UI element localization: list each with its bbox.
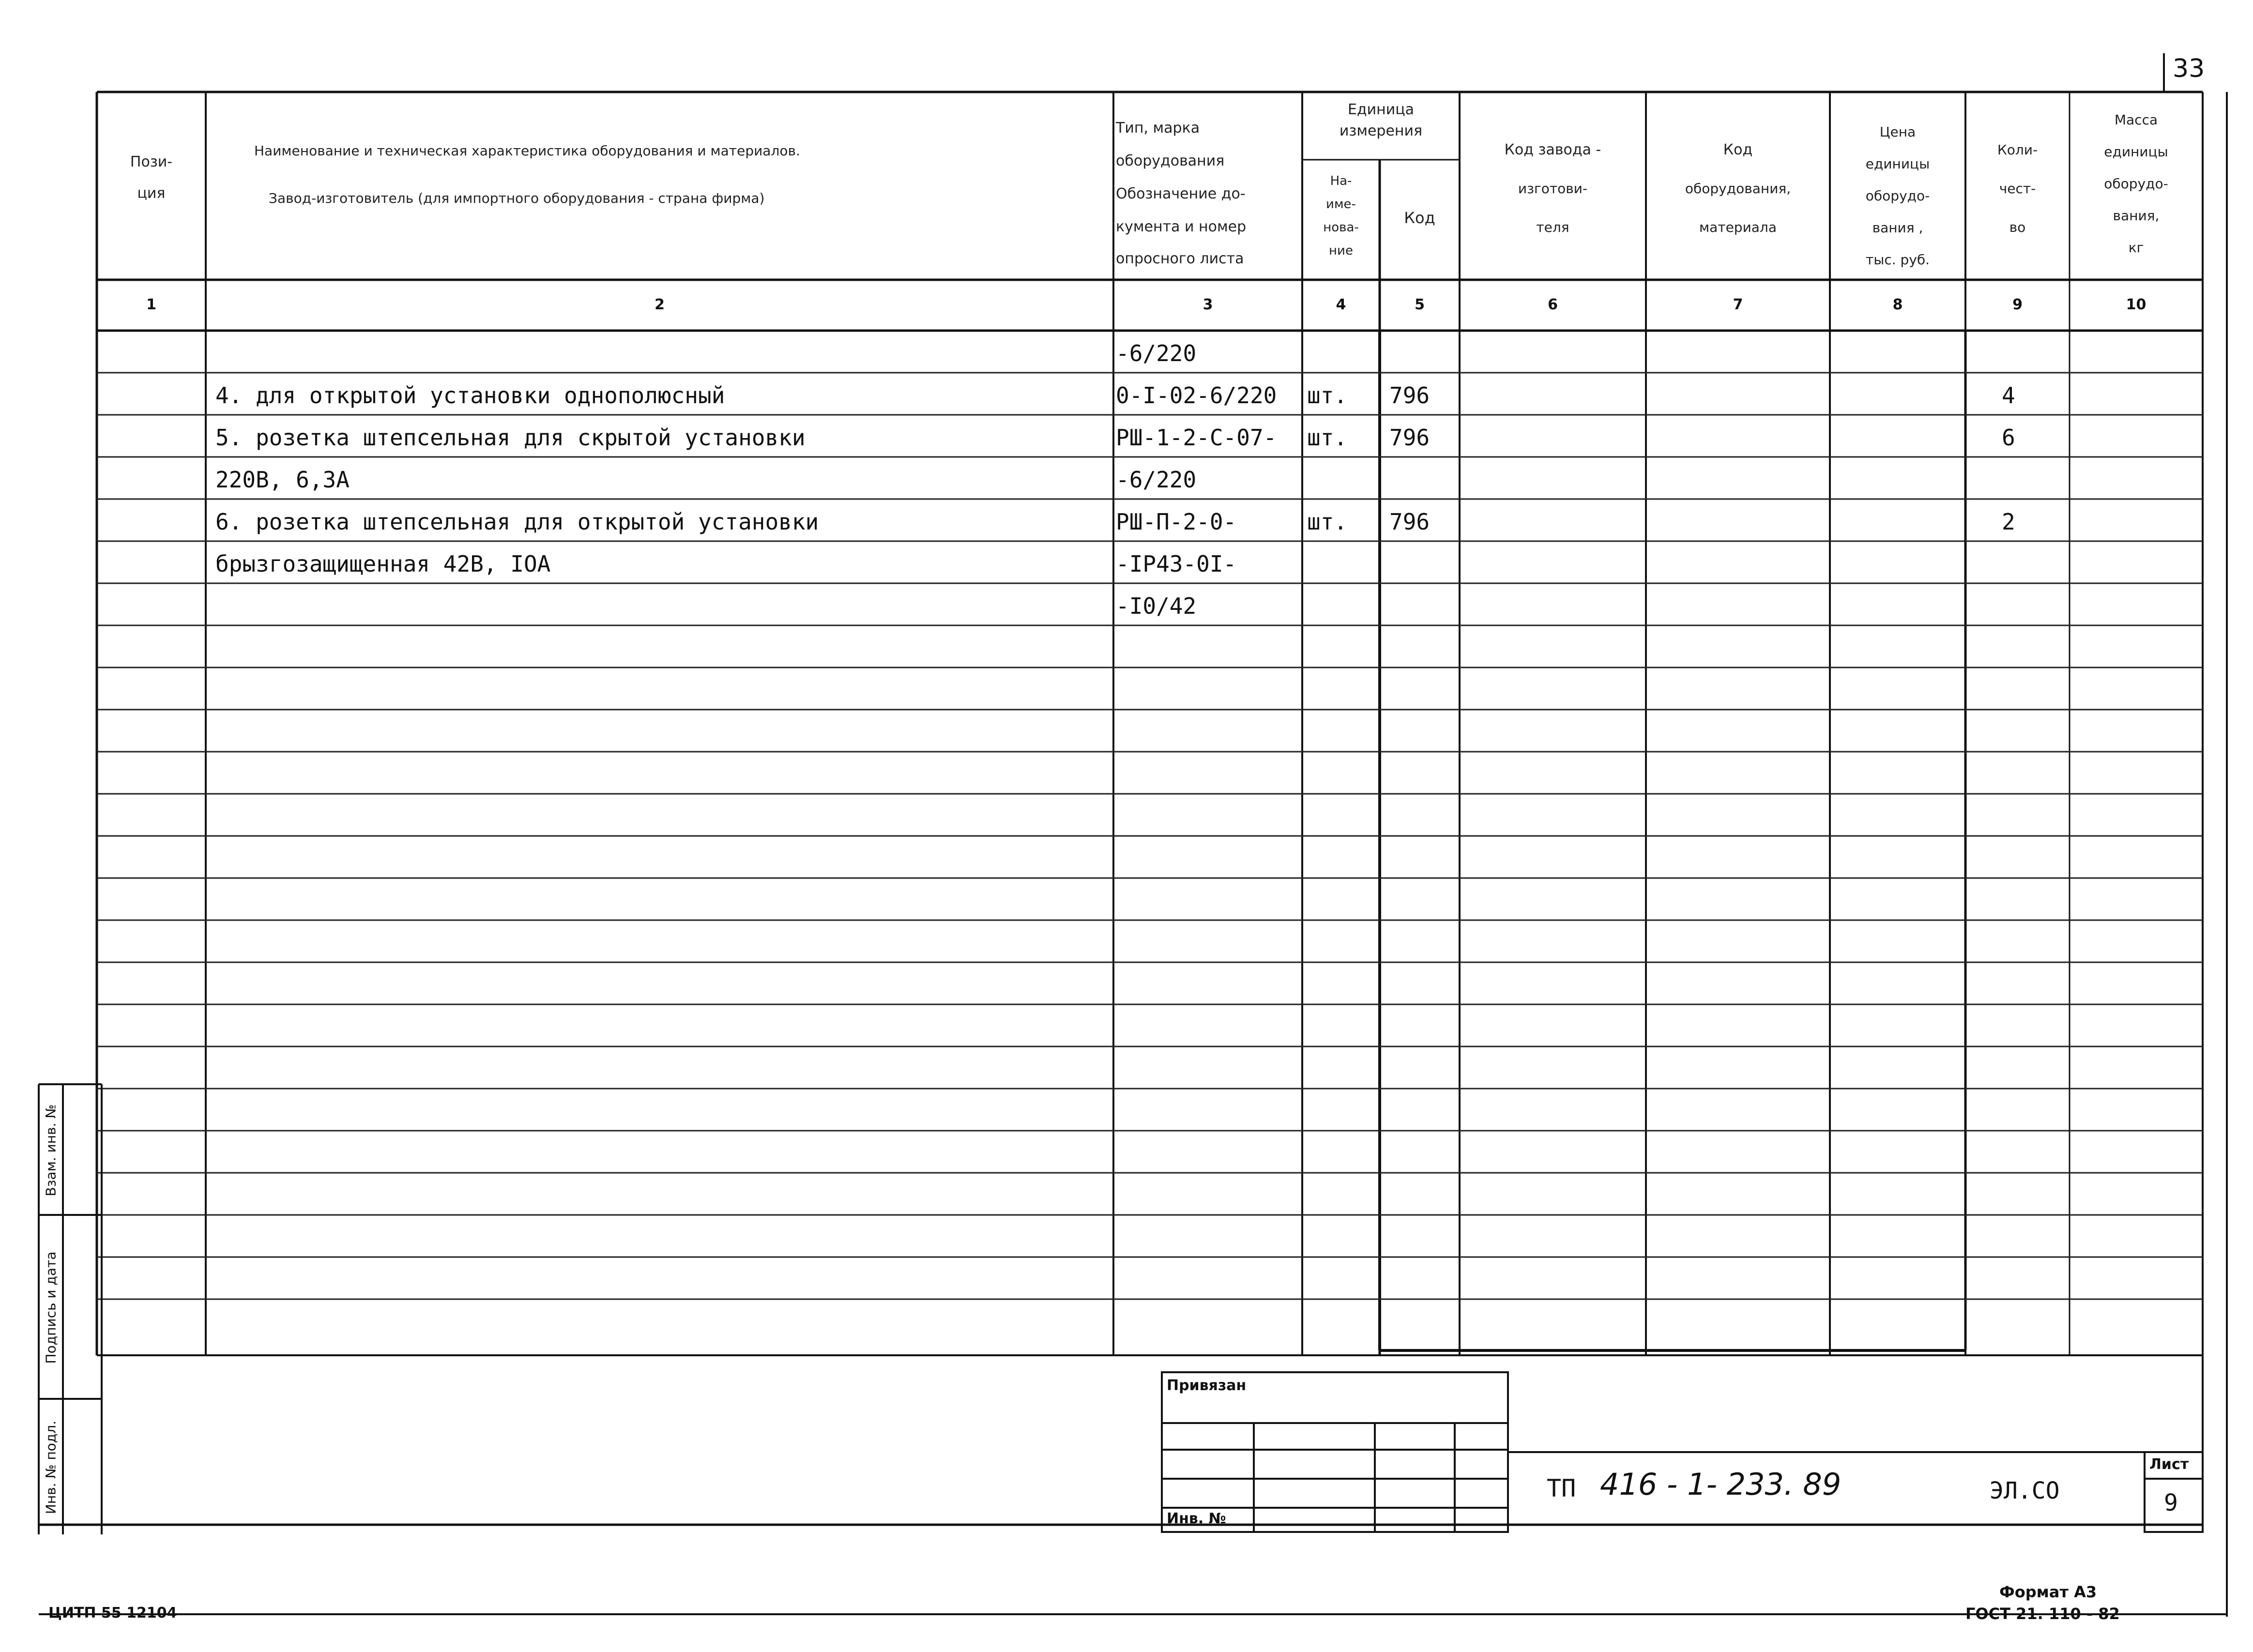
header-col1: Пози- ция (130, 153, 173, 202)
cell-type: -IP43-0I- (1116, 551, 1237, 577)
colnum-1: 1 (146, 296, 156, 313)
colnum-10: 10 (2126, 296, 2146, 313)
colnum-9: 9 (2012, 296, 2023, 313)
header-col10: Масса единицы оборудо- вания, кг (2104, 112, 2168, 256)
doc-suffix: ЭЛ.СО (1990, 1477, 2060, 1504)
cell-unit: шт. (1307, 382, 1348, 409)
page-number: 33 (2173, 54, 2205, 83)
cell-type: -6/220 (1116, 467, 1197, 493)
colnum-7: 7 (1733, 296, 1743, 313)
cell-type: РШ-1-2-С-07- (1116, 424, 1277, 451)
colnum-2: 2 (655, 296, 665, 313)
header-col5: Код (1404, 209, 1435, 227)
colnum-4: 4 (1336, 296, 1346, 313)
header-col2-line2: Завод-изготовитель (для импортного оборудования - страна фирма) (269, 190, 765, 206)
stamp-vzam-inv: Взам. инв. № (43, 1104, 59, 1197)
header-col2-line1: Наименование и техническая характеристика оборудования и материалов. (254, 143, 800, 159)
cell-quantity: 4 (2002, 382, 2015, 409)
colnum-6: 6 (1548, 296, 1558, 313)
header-unit-group: Единица измерения (1339, 101, 1423, 139)
footer-format: Формат А3 (1999, 1583, 2097, 1601)
doc-code: ТП (1547, 1474, 1576, 1502)
stamp-inv-podl: Инв. № подл. (43, 1420, 59, 1515)
cell-quantity: 6 (2002, 424, 2015, 451)
footer-gost: ГОСТ 21. 110 - 82 (1965, 1605, 2120, 1623)
cell-type: -I0/42 (1116, 593, 1197, 619)
header-col9: Коли- чест- во (1997, 142, 2038, 235)
cell-unit: шт. (1307, 509, 1348, 535)
cell-code: 796 (1389, 509, 1430, 535)
cell-name: 4. для открытой установки однополюсный (215, 382, 725, 409)
inv-no-label: Инв. № (1167, 1510, 1226, 1527)
header-col7: Код оборудования, материала (1685, 141, 1791, 235)
footer-tsitp: ЦИТП 55 12104 (48, 1605, 177, 1622)
cell-code: 796 (1389, 424, 1430, 451)
sheet-number: 9 (2164, 1489, 2178, 1516)
header-col6: Код завода - изготови- теля (1504, 141, 1601, 235)
header-col3: Тип, марка оборудования Обозначение до- кумента и номер опросного листа (1116, 120, 1247, 267)
cell-name: 6. розетка штепсельная для открытой установки (215, 509, 819, 535)
privyazan-label: Привязан (1167, 1377, 1247, 1394)
header-col4: На- име- нова- ние (1323, 174, 1359, 258)
colnum-8: 8 (1892, 296, 1903, 313)
cell-type: -6/220 (1116, 340, 1197, 366)
cell-name: 220В, 6,3А (215, 467, 350, 493)
cell-code: 796 (1389, 382, 1430, 409)
cell-type: РШ-П-2-0- (1116, 509, 1237, 535)
header-col8: Цена единицы оборудо- вания , тыс. руб. (1865, 124, 1930, 268)
cell-type: 0-I-02-6/220 (1116, 382, 1277, 409)
cell-quantity: 2 (2002, 509, 2015, 535)
cell-name: 5. розетка штепсельная для скрытой установки (215, 424, 806, 451)
stamp-podpis-data: Подпись и дата (43, 1251, 59, 1364)
sheet-label: Лист (2149, 1456, 2189, 1473)
colnum-5: 5 (1415, 296, 1425, 313)
cell-name: брызгозащищенная 42В, IОА (215, 551, 551, 577)
doc-number: 416 - 1- 233. 89 (1600, 1467, 1842, 1502)
cell-unit: шт. (1307, 424, 1348, 451)
colnum-3: 3 (1203, 296, 1213, 313)
